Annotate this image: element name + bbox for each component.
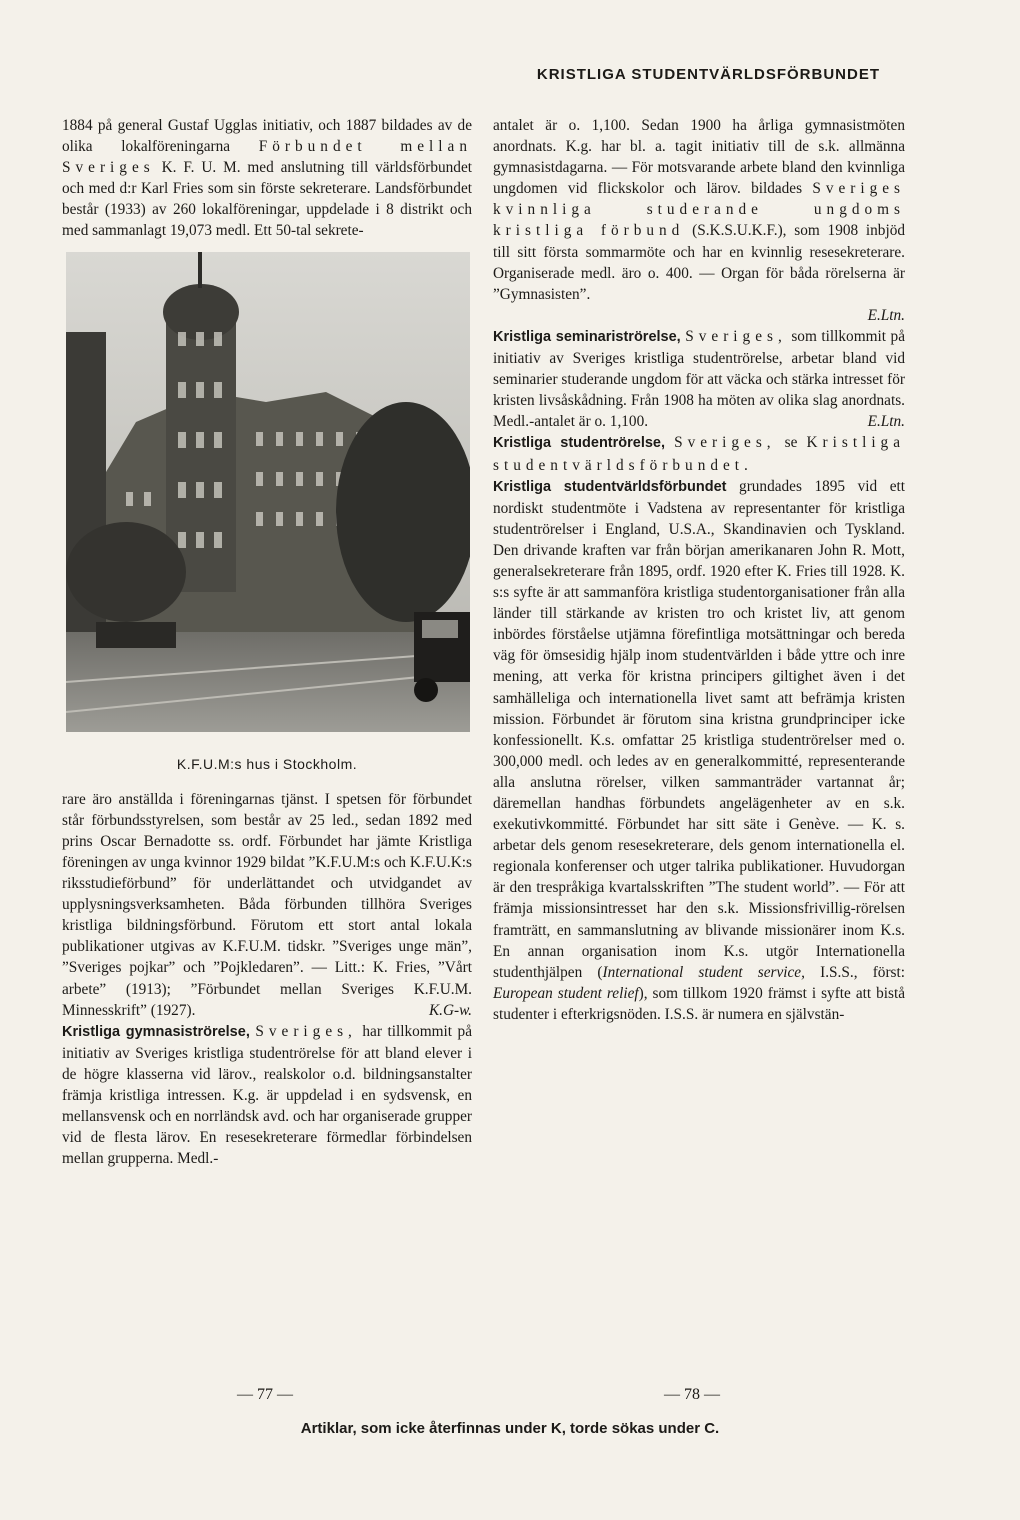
footer-note: Artiklar, som icke återfinnas under K, torde sökas under C. bbox=[300, 1420, 720, 1437]
entry-gymnasistrorelse: Kristliga gymnasiströrelse, Sveriges, har tillkommit på initiativ av Sveriges kristliga studentrörelse för att bland elever i de högre klasserna vid lärov., realskolor o.d. bildningsanstalter främja kristliga intressen. K.g. är uppdelad i en sydsvensk, en mellansvensk och en norrländsk avd. och har organiserade grupper vid de flesta lärov. En resesekreterare förmedlar förbindelsen mellan grupperna. Medl.- bbox=[62, 1022, 472, 1168]
paragraph-kfum-organization: rare äro anställda i föreningarnas tjänst. I spetsen för förbundet står förbundsstyrelsen, som består av 25 led., sedan 1892 med prins Oscar Bernadotte ss. ordf. Förbundet har jämte Kristliga föreningen av unga kvinnor 1929 bildat ”K.F.U.M:s och K.F.U.K:s riksstudieförbund” för underlättandet och utvidgandet av upplysningsverksamheten. Båda förbunden tillhöra Sveriges kristliga bildningsförbund. Förutom ett stort antal lokala publikationer utgivas av K.F.U.M. tidskr. ”Sveriges unge män”, ”Sveriges pojkar” och ”Pojkledaren”. — Litt.: K. Fries, ”Vårt arbete” (1913); ”Förbundet mellan Sveriges K.F.U.M. Minnesskrift” (1927). K.G-w. bbox=[62, 790, 472, 1019]
left-column bbox=[62, 115, 472, 1169]
paragraph-kfum-history: 1884 på general Gustaf Ugglas initiativ, och 1887 bildades av de olika lokalföreningarna Förbundet mellan Sveriges K. F. U. M. med anslutning till världsförbundet och med d:r Karl Fries som sin förste sekreterare. Landsförbundet består (1933) av 260 lokalföreningar, uppdelade i 8 distrikt och med sammanlagt 19,073 medl. Ett 50-tal sekrete- bbox=[62, 117, 472, 240]
right-column bbox=[493, 115, 905, 1025]
signature-eltn-1: E.Ltn. bbox=[867, 306, 905, 324]
entry-studentvarldsforbundet: Kristliga studentvärldsförbundet grundades 1895 vid ett nordiskt studentmöte i Vadstena av representanter för kristliga studentrörelser i England, U.S.A., Skandinavien och Tyskland. Den drivande kraften var från början amerikanaren John R. Mott, generalsekreterare från 1895, ordf. 1920 efter K. Fries till 1928. K. s:s syfte är att sammanföra kristliga studentorganisationer från alla länder till stärkande av kristen tro och kristet liv, att genom inbördes förståelse utjämna förefintliga motsättningar och bereda väg för ömsesidig hjälp inom studentvärlden i både yttre och inre mening, att verka för kristna principers giltighet även i det samhälleliga och internationella livet samt att befrämja kristen mission. Förbundet är förutom sina kristna grundprinciper icke konfessionellt. K.s. omfattar 25 kristliga studentrörelser med o. 300,000 medl. och ledes av en generalkommitté, representerande alla anslutna rörelser, vilken sammanträder vartannat år; däremellan handhas förbundets angelägenheter av en s.k. exekutivkommitté. Förbundet har sitt säte i Genève. — K. s. arbetar dels genom resesekreterare, dels genom internationella el. regionala konferenser och utger talrika publikationer. Huvudorgan är den trespråkiga kvartalsskriften ”The student world”. — För att främja missionsintresset har den s.k. Missionsfrivillig-rörelsen framträtt, en sammanslutning av blivande missionärer inom K.s. En annan organisation inom K.s. utgör Internationella studenthjälpen (International student service, I.S.S., först: European student relief), som tillkom 1920 främst i syfte att bistå studenter i efterkrigsnöden. I.S.S. är numera en självstän- bbox=[493, 477, 906, 1023]
page-number-right: — 78 — bbox=[664, 1386, 720, 1403]
page-number-left: — 77 — bbox=[237, 1386, 293, 1403]
building-illustration bbox=[66, 252, 470, 732]
entry-seminaristrorelse: Kristliga seminariströrelse, Sveriges, som tillkommit på initiativ av Sveriges kristliga studentrörelse, arbetar bland vid seminarier studerande ungdom för att väcka och stärka intresset för kristen livsåskådning. Från 1908 ha möten av olika slag anordnats. Medl.-antalet är o. 1,100. E.Ltn. bbox=[493, 327, 905, 431]
building-photo bbox=[66, 252, 470, 732]
paragraph-gymnasist-continued: antalet är o. 1,100. Sedan 1900 ha årliga gymnasistmöten anordnats. K.g. har bl. a. tagit initiativ till de s.k. allmänna gymnasistdagarna. — För motsvarande arbete bland den kvinnliga ungdomen vid flickskolor och lärov. bildades Sveriges kvinnliga studerande ungdoms kristliga förbund (S.K.S.U.K.F.), som 1908 inbjöd till sitt första sommarmöte och har en kvinnlig resesekreterare. Organiserade medl. äro o. 400. — Organ för båda rörelserna är ”Gymnasisten”. bbox=[493, 117, 905, 303]
running-head: KRISTLIGA STUDENTVÄRLDSFÖRBUNDET bbox=[536, 66, 880, 83]
entry-studentrorelse: Kristliga studentrörelse, Sveriges, se Kristliga studentvärldsförbundet. bbox=[493, 434, 906, 474]
photo-caption: K.F.U.M:s hus i Stockholm. bbox=[176, 755, 358, 772]
